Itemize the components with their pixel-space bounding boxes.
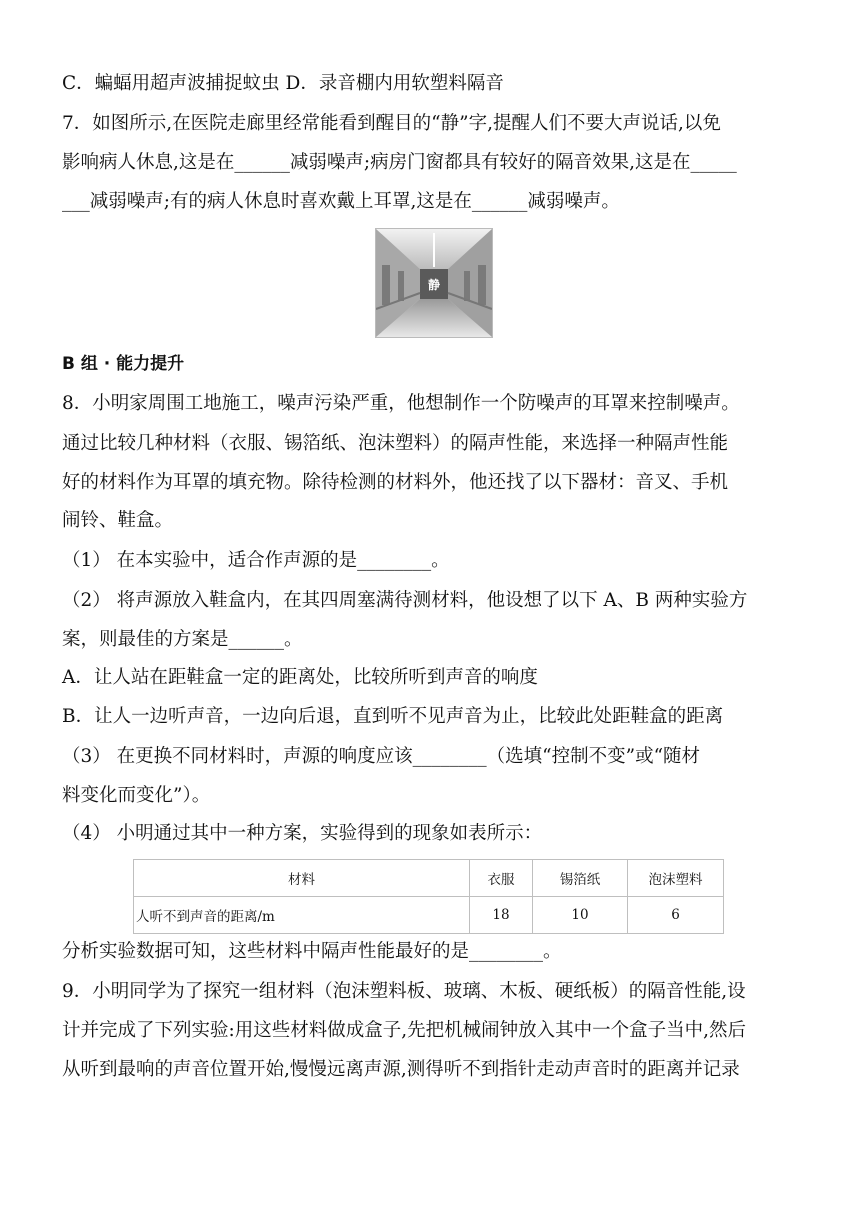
hospital-corridor-image (375, 228, 493, 338)
table-header-row (134, 860, 724, 897)
question-8-part-3-line-1: （3） 在更换不同材料时，声源的响度应该________（选填“控制不变”或“随材 (62, 746, 701, 767)
section-heading: B 组 · 能力提升 (62, 354, 185, 374)
table-header-cell: 锡箔纸 (533, 860, 628, 897)
question-8-conclusion: 分析实验数据可知，这些材料中隔声性能最好的是________。 (62, 941, 562, 962)
question-8-part-2-line-1: （2） 将声源放入鞋盒内，在其四周塞满待测材料，他设想了以下 A、B 两种实验方 (62, 590, 748, 611)
question-8-line-2: 通过比较几种材料（衣服、锡箔纸、泡沫塑料）的隔声性能，来选择一种隔声性能 (62, 433, 729, 454)
table-row-label: 人听不到声音的距离/m (134, 897, 470, 934)
line-option-cd: C．蝙蝠用超声波捕捉蚊虫 D．录音棚内用软塑料隔音 (62, 73, 504, 94)
table-header-cell: 泡沫塑料 (628, 860, 724, 897)
table-header-cell: 衣服 (470, 860, 533, 897)
question-9-line-1: 9．小明同学为了探究一组材料（泡沫塑料板、玻璃、木板、硬纸板）的隔音性能,设 (62, 981, 746, 1002)
table-row (134, 897, 724, 934)
quiet-sign-char: 静 (427, 278, 441, 292)
option-b: B．让人一边听声音，一边向后退，直到听不见声音为止，比较此处距鞋盒的距离 (62, 706, 724, 727)
question-7-line-1: 7．如图所示,在医院走廊里经常能看到醒目的“静”字,提醒人们不要大声说话,以免 (62, 113, 721, 134)
question-9-line-2: 计并完成了下列实验:用这些材料做成盒子,先把机械闹钟放入其中一个盒子当中,然后 (62, 1020, 746, 1041)
table-header-cell: 材料 (134, 860, 470, 897)
corridor-illustration (376, 229, 492, 337)
option-a: A．让人站在距鞋盒一定的距离处，比较所听到声音的响度 (62, 667, 538, 688)
results-table (133, 859, 724, 934)
question-8-line-3: 好的材料作为耳罩的填充物。除待检测的材料外，他还找了以下器材：音叉、手机 (62, 472, 729, 493)
question-8-part-2-line-2: 案，则最佳的方案是______。 (62, 629, 303, 650)
question-9-line-3: 从听到最响的声音位置开始,慢慢远离声源,测得听不到指针走动声音时的距离并记录 (62, 1059, 740, 1080)
question-7-line-2: 影响病人休息,这是在______减弱噪声;病房门窗都具有较好的隔音效果,这是在_____ (62, 152, 737, 173)
question-8-part-3-line-2: 料变化而变化”）。 (62, 785, 211, 806)
question-8-line-1: 8．小明家周围工地施工，噪声污染严重，他想制作一个防噪声的耳罩来控制噪声。 (62, 393, 740, 414)
question-8-part-4: （4） 小明通过其中一种方案，实验得到的现象如表所示： (62, 823, 543, 844)
table-cell: 6 (628, 897, 724, 934)
question-8-part-1: （1） 在本实验中，适合作声源的是________。 (62, 550, 450, 571)
table-cell: 18 (470, 897, 533, 934)
question-8-line-4: 闹铃、鞋盒。 (62, 510, 174, 531)
table-cell: 10 (533, 897, 628, 934)
question-7-line-3: ___减弱噪声;有的病人休息时喜欢戴上耳罩,这是在______减弱噪声。 (62, 191, 620, 212)
